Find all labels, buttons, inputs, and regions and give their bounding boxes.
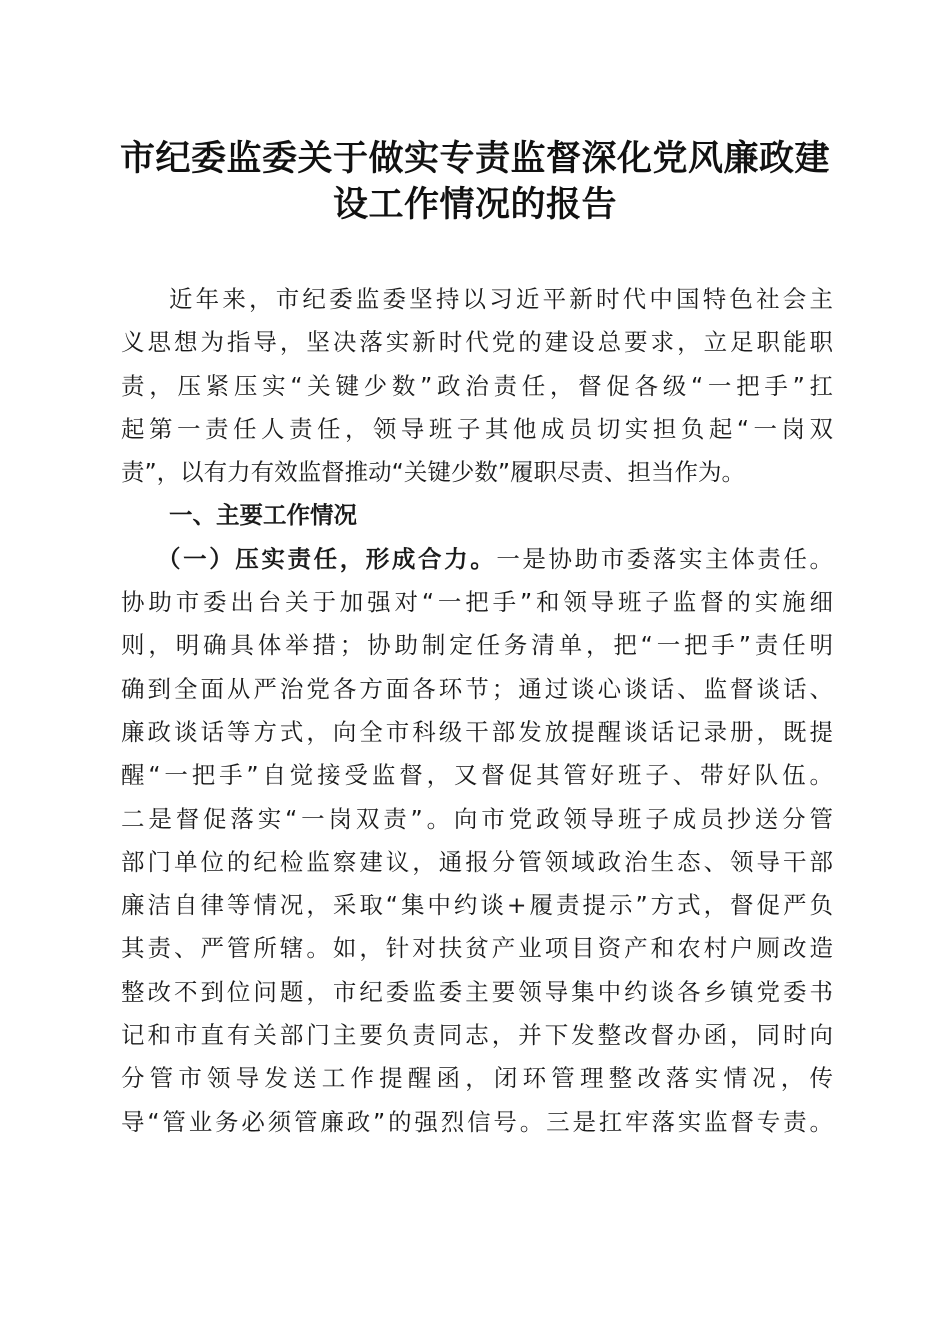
body-line: 廉政谈话等方式，向全市科级干部发放提醒谈话记录册，既提	[121, 717, 833, 746]
body-line: 醒“一把手”自觉接受监督，又督促其管好班子、带好队伍。	[121, 761, 833, 790]
intro-line: 责”，以有力有效监督推动“关键少数”履职尽责、担当作为。	[121, 458, 746, 487]
subsection-first-line-rest: 一是协助市委落实主体责任。	[496, 544, 834, 573]
subsection-first-line	[121, 538, 833, 581]
body-line: 整改不到位问题，市纪委监委主要领导集中约谈各乡镇党委书	[121, 977, 833, 1006]
body-line: 廉洁自律等情况，采取“集中约谈+履责提示”方式，督促严负	[121, 891, 833, 920]
body-line: 分管市领导发送工作提醒函，闭环管理整改落实情况，传	[121, 1064, 833, 1093]
body-line: 记和市直有关部门主要负责同志，并下发整改督办函，同时向	[121, 1021, 833, 1050]
intro-paragraph	[121, 278, 833, 494]
document-title	[100, 136, 850, 228]
subsection-heading: （一）压实责任，形成合力。	[157, 544, 497, 573]
body-line: 则，明确具体举措；协助制定任务清单，把“一把手”责任明	[121, 631, 833, 660]
intro-line: 近年来，市纪委监委坚持以习近平新时代中国特色社会主	[169, 285, 833, 313]
intro-line: 义思想为指导，坚决落实新时代党的建设总要求，立足职能职	[121, 328, 833, 357]
subsection-paragraph	[121, 538, 833, 1144]
title-line-2: 设工作情况的报告	[332, 184, 617, 225]
document-body	[121, 278, 833, 1144]
body-line: 二是督促落实“一岗双责”。向市党政领导班子成员抄送分管	[121, 804, 833, 833]
body-line: 导“管业务必须管廉政”的强烈信号。三是扛牢落实监督专责。	[121, 1107, 833, 1136]
title-line-1: 市纪委监委关于做实专责监督深化党风廉政建	[119, 138, 830, 179]
body-line: 其责、严管所辖。如，针对扶贫产业项目资产和农村户厕改造	[121, 934, 833, 963]
body-line: 确到全面从严治党各方面各环节；通过谈心谈话、监督谈话、	[121, 674, 833, 703]
section-heading: 一、主要工作情况	[169, 501, 357, 530]
body-line: 部门单位的纪检监察建议，通报分管领域政治生态、领导干部	[121, 847, 833, 876]
intro-line: 责，压紧压实“关键少数”政治责任，督促各级“一把手”扛	[121, 371, 833, 400]
intro-line: 起第一责任人责任，领导班子其他成员切实担负起“一岗双	[121, 414, 833, 443]
body-line: 协助市委出台关于加强对“一把手”和领导班子监督的实施细	[121, 588, 833, 617]
